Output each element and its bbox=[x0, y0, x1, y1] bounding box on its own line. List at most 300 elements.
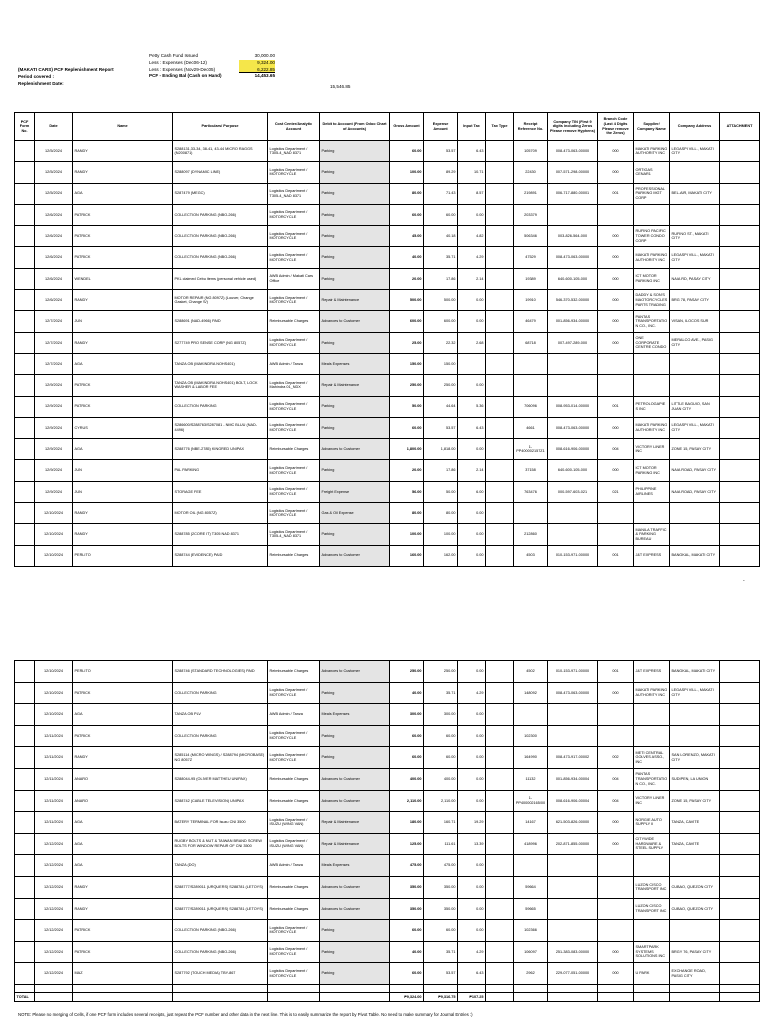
column-header: Debit to Account (From Odoo Chart of Accounts) bbox=[320, 113, 390, 141]
table-cell: 100.00 bbox=[424, 524, 458, 545]
table-cell: 12/10/2024 bbox=[35, 682, 73, 704]
table-cell: 12/6/2024 bbox=[35, 247, 73, 268]
table-cell: Parking bbox=[320, 682, 390, 704]
table-cell bbox=[486, 661, 514, 683]
table-cell bbox=[514, 855, 548, 877]
table-cell: MAKATI PARKING AUTHORITY INC bbox=[634, 141, 670, 162]
table-cell: Advances to Customer bbox=[320, 439, 390, 460]
table-cell: 000 bbox=[598, 141, 634, 162]
table-cell: Parking bbox=[320, 396, 390, 417]
table-cell bbox=[15, 183, 35, 204]
table-row bbox=[15, 768, 760, 790]
table-cell: 164990 bbox=[514, 747, 548, 769]
table-cell: Logistics Department / MOTORCYCLE bbox=[268, 162, 320, 183]
table-cell bbox=[548, 524, 598, 545]
table-cell: BEL-AIR, MAKATI CITY bbox=[670, 183, 720, 204]
table-cell bbox=[15, 682, 35, 704]
table-cell bbox=[598, 876, 634, 898]
table-cell bbox=[486, 417, 514, 438]
table-cell: Reimbursable Charges bbox=[268, 545, 320, 566]
table-cell bbox=[634, 855, 670, 877]
column-header: Gross Amount bbox=[390, 113, 424, 141]
table-cell bbox=[548, 375, 598, 396]
table-cell: MAKATI PARKING AUTHORITY INC bbox=[634, 247, 670, 268]
table-cell: 350.00 bbox=[424, 898, 458, 920]
table-cell: 250.00 bbox=[424, 375, 458, 396]
table-cell bbox=[514, 375, 548, 396]
table-cell: METI CENTRAL GOLVES ASSO., INC bbox=[634, 747, 670, 769]
table-cell: 300.00 bbox=[390, 704, 424, 726]
table-cell bbox=[458, 353, 486, 374]
table-cell bbox=[390, 984, 424, 992]
table-cell: 12/10/2024 bbox=[35, 661, 73, 683]
table-row bbox=[15, 812, 760, 834]
table-row bbox=[15, 439, 760, 460]
table-cell: 12/9/2024 bbox=[35, 481, 73, 502]
table-row bbox=[15, 247, 760, 268]
table-cell: Advances to Customer bbox=[320, 661, 390, 683]
table-row bbox=[15, 545, 760, 566]
table-cell bbox=[486, 984, 514, 992]
table-cell: 0.00 bbox=[458, 661, 486, 683]
table-cell: 59664 bbox=[514, 876, 548, 898]
table-cell: RANDY bbox=[73, 747, 173, 769]
table-cell bbox=[15, 247, 35, 268]
table-cell: RUFINO ST., MAKATI CITY bbox=[670, 226, 720, 247]
table-cell: Reimbursable Charges bbox=[268, 439, 320, 460]
table-cell: ANARO bbox=[73, 790, 173, 812]
table-cell bbox=[486, 768, 514, 790]
table-cell: Logistics Department / MOTORCYCLE bbox=[268, 417, 320, 438]
table-cell bbox=[720, 898, 760, 920]
table-cell bbox=[548, 725, 598, 747]
table-cell: COLLECTION PARKING bbox=[173, 725, 268, 747]
table-cell: 12/9/2024 bbox=[35, 375, 73, 396]
table-cell: 400.00 bbox=[424, 768, 458, 790]
table-cell: Logistics Department / T305-4_NAD 8371 bbox=[268, 524, 320, 545]
table-cell bbox=[634, 503, 670, 524]
table-cell bbox=[720, 855, 760, 877]
table-cell: Logistics Department / MOTORCYCLE bbox=[268, 920, 320, 942]
table-cell: STORAGE FEE bbox=[173, 481, 268, 502]
total-label: TOTAL bbox=[15, 992, 35, 1001]
table-cell: S277749 PRO SENSE CORP (NG 8057Z) bbox=[173, 332, 268, 353]
table-cell bbox=[15, 268, 35, 289]
table-cell bbox=[486, 332, 514, 353]
table-cell bbox=[598, 704, 634, 726]
table-cell: 0.00 bbox=[458, 855, 486, 877]
table-cell bbox=[598, 725, 634, 747]
table-cell bbox=[670, 855, 720, 877]
table-cell bbox=[720, 290, 760, 311]
table-cell bbox=[720, 661, 760, 683]
table-cell: COLLECTION PARKING (NBO-266) bbox=[173, 941, 268, 963]
table-cell: 12/10/2024 bbox=[35, 545, 73, 566]
table-cell: J&T EXPRESS bbox=[634, 545, 670, 566]
table-cell: Gas & Oil Expense bbox=[320, 503, 390, 524]
table-row bbox=[15, 503, 760, 524]
table-cell: Reimbursable Charges bbox=[268, 311, 320, 332]
table-cell: 12/12/2024 bbox=[35, 963, 73, 985]
table-cell: 0.00 bbox=[458, 876, 486, 898]
table-cell: 148092 bbox=[514, 682, 548, 704]
table-cell bbox=[486, 725, 514, 747]
table-cell: 008-473-063-00000 bbox=[548, 417, 598, 438]
table-cell: 12/7/2024 bbox=[35, 332, 73, 353]
table-cell bbox=[514, 984, 548, 992]
table-cell: 12/10/2024 bbox=[35, 524, 73, 545]
table-cell bbox=[598, 503, 634, 524]
table-cell: 12/7/2024 bbox=[35, 311, 73, 332]
table-cell: 160.71 bbox=[424, 812, 458, 834]
table-cell: Logistics Department / MOTORCYCLE bbox=[268, 460, 320, 481]
table-cell: 2,110.00 bbox=[390, 790, 424, 812]
table-cell: S288746 (STANDARD TECHNOLOGIES) PAID bbox=[173, 661, 268, 683]
table-cell: 13.39 bbox=[458, 833, 486, 855]
table-cell: Parking bbox=[320, 141, 390, 162]
table-cell: COLLECTION PARKING bbox=[173, 682, 268, 704]
table-cell: Logistics Department / MOTORCYCLE bbox=[268, 204, 320, 225]
table-cell: 640-600-105-000 bbox=[548, 268, 598, 289]
table-cell: S288776 (NBE-2785) KINGRED UNIPAX bbox=[173, 439, 268, 460]
table-cell: 22.32 bbox=[424, 332, 458, 353]
table-cell: Reimbursable Charges bbox=[268, 790, 320, 812]
table-cell bbox=[15, 311, 35, 332]
table-row bbox=[15, 876, 760, 898]
table-cell: AWB Admin / Tanza bbox=[268, 855, 320, 877]
table-cell: 000 bbox=[598, 833, 634, 855]
table-cell: 37158 bbox=[514, 460, 548, 481]
table-cell: Logistics Department / ISUZU (WING VAN) bbox=[268, 812, 320, 834]
table-cell: 000-597-603-021 bbox=[548, 481, 598, 502]
column-header: Receipt Reference No. bbox=[514, 113, 548, 141]
table-cell bbox=[15, 141, 35, 162]
table-cell: BANGKAL, MAKATI CITY bbox=[670, 661, 720, 683]
table-cell bbox=[670, 162, 720, 183]
table-cell: PATRICK bbox=[73, 396, 173, 417]
table-cell: 19.29 bbox=[458, 812, 486, 834]
table-cell: MAKATI PARKING AUTHORITY INC bbox=[634, 682, 670, 704]
table-cell: 6.43 bbox=[458, 417, 486, 438]
table-cell: 12/12/2024 bbox=[35, 898, 73, 920]
table-cell: 6.43 bbox=[458, 141, 486, 162]
column-header: Name bbox=[73, 113, 173, 141]
table-cell: 500.00 bbox=[390, 290, 424, 311]
table-cell bbox=[720, 183, 760, 204]
table-cell: S288785 (2CORE IT) T305 NAD 8371 bbox=[173, 524, 268, 545]
table-cell: 12/5/2024 bbox=[35, 183, 73, 204]
table-cell: 12/10/2024 bbox=[35, 704, 73, 726]
table-cell bbox=[15, 920, 35, 942]
table-cell bbox=[458, 984, 486, 992]
table-cell: Meals Expenses bbox=[320, 704, 390, 726]
table-cell: 021 bbox=[598, 481, 634, 502]
table-cell: LITTLE BAGUIO, SAN JUAN CITY bbox=[670, 396, 720, 417]
table-cell bbox=[15, 226, 35, 247]
table-cell: Parking bbox=[320, 417, 390, 438]
table-cell: 60.00 bbox=[390, 920, 424, 942]
table-cell: CYRUS bbox=[73, 417, 173, 438]
table-cell: 12/5/2024 bbox=[35, 162, 73, 183]
report-title-block bbox=[18, 67, 114, 87]
table-cell: 60.00 bbox=[390, 141, 424, 162]
table-cell: VICTORY LINER INC bbox=[634, 439, 670, 460]
table-cell bbox=[634, 984, 670, 992]
table-row bbox=[15, 226, 760, 247]
table-cell: 68718 bbox=[514, 332, 548, 353]
table-cell bbox=[15, 898, 35, 920]
table-cell: 4.82 bbox=[458, 226, 486, 247]
table-cell: AWB Admin / Tanza bbox=[268, 704, 320, 726]
table-cell bbox=[670, 725, 720, 747]
table-cell bbox=[486, 704, 514, 726]
table-cell bbox=[15, 290, 35, 311]
table-cell: Parking bbox=[320, 162, 390, 183]
table-cell bbox=[720, 204, 760, 225]
table-cell: 546-370-532-00000 bbox=[548, 290, 598, 311]
table-cell bbox=[720, 963, 760, 985]
table-cell bbox=[720, 247, 760, 268]
table-cell bbox=[720, 725, 760, 747]
table-cell: TANZA OB (MAKINDRA NOHS401) BOLT, LOCK WASHER & LABOR FEE bbox=[173, 375, 268, 396]
table-cell bbox=[486, 920, 514, 942]
table-cell: RANDY bbox=[73, 332, 173, 353]
table-cell: 60.00 bbox=[424, 747, 458, 769]
period-covered-label: Period covered : bbox=[18, 73, 54, 79]
table-cell: 2.14 bbox=[458, 460, 486, 481]
table-cell: MAZ bbox=[73, 963, 173, 985]
table-cell: Logistics Department / MOTORCYCLE bbox=[268, 503, 320, 524]
table-cell: ANARO bbox=[73, 768, 173, 790]
column-header: Company Address bbox=[670, 113, 720, 141]
table-cell: COLLECTION PARKING bbox=[173, 396, 268, 417]
table-cell: 000 bbox=[598, 247, 634, 268]
table-cell: 40.18 bbox=[424, 226, 458, 247]
blank-row bbox=[15, 984, 760, 992]
table-cell bbox=[424, 984, 458, 992]
table-cell: 60.00 bbox=[390, 963, 424, 985]
table-row bbox=[15, 141, 760, 162]
table-cell bbox=[720, 226, 760, 247]
table-cell bbox=[486, 204, 514, 225]
table-cell: 6.43 bbox=[458, 963, 486, 985]
table-cell: Logistics Department / MOTORCYCLE bbox=[268, 481, 320, 502]
table-cell bbox=[598, 920, 634, 942]
table-cell: 621-503-826-00000 bbox=[548, 812, 598, 834]
table-cell bbox=[35, 984, 73, 992]
table-cell bbox=[720, 524, 760, 545]
table-cell: Advances to Customer bbox=[320, 790, 390, 812]
report-title: (MAKATI CARS) PCF Replenishment Report bbox=[18, 67, 114, 72]
table-cell: PATRICK bbox=[73, 682, 173, 704]
table-cell: 12/10/2024 bbox=[35, 503, 73, 524]
column-header: Particulars/ Purpose bbox=[173, 113, 268, 141]
table-cell bbox=[486, 226, 514, 247]
table-cell: CUBAO, QUEZON CITY bbox=[670, 876, 720, 898]
table-cell: 12/6/2024 bbox=[35, 268, 73, 289]
table-cell bbox=[486, 941, 514, 963]
table-cell: 001-856-934-00000 bbox=[548, 311, 598, 332]
table-cell: AGA bbox=[73, 704, 173, 726]
table-cell: 4.29 bbox=[458, 247, 486, 268]
summary-row-fund-issued: Petty Cash Fund Issued 30,000.00 bbox=[149, 53, 275, 58]
table-cell: 000 bbox=[598, 162, 634, 183]
table-cell bbox=[73, 984, 173, 992]
table-cell bbox=[15, 855, 35, 877]
table-cell: 40.00 bbox=[390, 941, 424, 963]
table-cell bbox=[15, 545, 35, 566]
table-cell bbox=[720, 682, 760, 704]
table-cell bbox=[15, 833, 35, 855]
table-cell: 500.00 bbox=[424, 290, 458, 311]
table-cell: Parking bbox=[320, 332, 390, 353]
table-cell bbox=[15, 162, 35, 183]
table-cell: TANZA (DO) bbox=[173, 855, 268, 877]
table-cell: 001 bbox=[598, 661, 634, 683]
table-cell bbox=[15, 353, 35, 374]
table-cell bbox=[486, 833, 514, 855]
table-row bbox=[15, 268, 760, 289]
table-cell: 45.00 bbox=[390, 226, 424, 247]
table-cell: ICT MOTOR PARKING INC bbox=[634, 460, 670, 481]
table-cell: 250.00 bbox=[424, 661, 458, 683]
summary-row-expenses-nov: Less : Expenses (Nov29-Dec05) 6,222.85 bbox=[149, 66, 275, 72]
table-cell: LEGASPI VILL., MAKATI CITY bbox=[670, 247, 720, 268]
table-cell bbox=[720, 704, 760, 726]
table-cell bbox=[15, 984, 35, 992]
table-cell: ZONE 15, PASAY CITY bbox=[670, 790, 720, 812]
table-cell: Advances to Customer bbox=[320, 545, 390, 566]
table-cell: 44.64 bbox=[424, 396, 458, 417]
table-cell bbox=[720, 984, 760, 992]
table-cell: COLLECTION PARKING (NBO-266) bbox=[173, 920, 268, 942]
table-cell bbox=[486, 898, 514, 920]
table-cell bbox=[15, 812, 35, 834]
summary-row-ending-balance: PCF - Ending Bal (Cash on Hand) 14,453.65 bbox=[149, 73, 275, 79]
table-cell: 12/12/2024 bbox=[35, 876, 73, 898]
table-cell: 2962 bbox=[514, 963, 548, 985]
table-cell: 007-571-298-00000 bbox=[548, 162, 598, 183]
table-cell: Parking bbox=[320, 204, 390, 225]
table-cell: 53.57 bbox=[424, 417, 458, 438]
table-cell bbox=[598, 855, 634, 877]
table-cell: 706096 bbox=[514, 396, 548, 417]
table-cell bbox=[634, 920, 670, 942]
table-cell: J&T EXPRESS bbox=[634, 661, 670, 683]
table-cell: JUN bbox=[73, 311, 173, 332]
table-cell: LEGASPI VILL., MAKATI CITY bbox=[670, 141, 720, 162]
table-cell bbox=[670, 503, 720, 524]
table-cell: 506346 bbox=[514, 226, 548, 247]
table-cell: 008-616-906-00004 bbox=[548, 790, 598, 812]
table-cell: 17.86 bbox=[424, 460, 458, 481]
table-row bbox=[15, 396, 760, 417]
table-row bbox=[15, 353, 760, 374]
table-cell bbox=[15, 768, 35, 790]
table-cell bbox=[486, 545, 514, 566]
table-cell: PERLITO bbox=[73, 545, 173, 566]
table-cell: 12/9/2024 bbox=[35, 396, 73, 417]
table-cell: Logistics Department / T305-4_NAD 8371 bbox=[268, 141, 320, 162]
table-cell bbox=[720, 332, 760, 353]
table-cell bbox=[486, 375, 514, 396]
table-cell bbox=[486, 682, 514, 704]
table-cell bbox=[548, 855, 598, 877]
table-row bbox=[15, 460, 760, 481]
table-cell: 0.00 bbox=[458, 898, 486, 920]
table-cell: 111.61 bbox=[424, 833, 458, 855]
table-cell bbox=[670, 204, 720, 225]
table-cell: 0.00 bbox=[458, 747, 486, 769]
table-cell: 25.00 bbox=[390, 332, 424, 353]
table-cell: 300.00 bbox=[424, 704, 458, 726]
table-cell: 004 bbox=[598, 790, 634, 812]
column-header: Expense Amount bbox=[424, 113, 458, 141]
table-cell: 001 bbox=[598, 183, 634, 204]
table-cell: 12/9/2024 bbox=[35, 417, 73, 438]
total-input-tax: ₱107.25 bbox=[458, 992, 486, 1001]
table-cell: 203379 bbox=[514, 204, 548, 225]
table-cell: 600.00 bbox=[424, 311, 458, 332]
table-cell: 12/11/2024 bbox=[35, 790, 73, 812]
table-cell: 80.00 bbox=[390, 183, 424, 204]
table-cell: 89.29 bbox=[424, 162, 458, 183]
table-cell: CITYWIDE HARDWARE & STEEL SUPPLY bbox=[634, 833, 670, 855]
table-cell bbox=[720, 747, 760, 769]
table-cell: NAIA RD, PASAY CITY bbox=[670, 268, 720, 289]
table-cell bbox=[320, 984, 390, 992]
table-cell: 60.00 bbox=[390, 204, 424, 225]
table-cell: Advances to Customer bbox=[320, 768, 390, 790]
table-cell: 000 bbox=[598, 268, 634, 289]
table-cell: 006-717-880-00001 bbox=[548, 183, 598, 204]
table-cell: MOTOR OIL (NG 8057Z) bbox=[173, 503, 268, 524]
table-cell: RANDY bbox=[73, 162, 173, 183]
table-cell: RANDY bbox=[73, 898, 173, 920]
table-cell: 53.57 bbox=[424, 141, 458, 162]
table-cell: 60.00 bbox=[424, 920, 458, 942]
table-cell: TANZA OB (MAKINDRA NOHS401) bbox=[173, 353, 268, 374]
table-cell: 0.00 bbox=[458, 311, 486, 332]
table-cell: 001 bbox=[598, 545, 634, 566]
table-cell bbox=[486, 524, 514, 545]
table-cell bbox=[486, 790, 514, 812]
table-cell bbox=[720, 833, 760, 855]
table-cell bbox=[720, 460, 760, 481]
table-cell: 100.00 bbox=[390, 524, 424, 545]
table-cell: Parking bbox=[320, 725, 390, 747]
table-cell bbox=[35, 992, 73, 1001]
table-cell: PATRICK bbox=[73, 920, 173, 942]
table-cell: S288131,33-34, 38-41, 43-44 MICRO RAGGS (N200871) bbox=[173, 141, 268, 162]
table-cell: Repair & Maintenance bbox=[320, 375, 390, 396]
table-cell bbox=[15, 503, 35, 524]
table-cell bbox=[15, 204, 35, 225]
table-cell: Advances to Customer bbox=[320, 311, 390, 332]
table-cell bbox=[720, 141, 760, 162]
table-cell bbox=[598, 984, 634, 992]
table-cell bbox=[15, 747, 35, 769]
table-cell: 8.57 bbox=[458, 183, 486, 204]
table-cell: 0.00 bbox=[458, 204, 486, 225]
table-cell: 12/12/2024 bbox=[35, 855, 73, 877]
table-cell bbox=[670, 992, 720, 1001]
table-cell: 0.00 bbox=[458, 704, 486, 726]
table-cell: Parking bbox=[320, 747, 390, 769]
table-cell: RANDY bbox=[73, 876, 173, 898]
table-cell: Parking bbox=[320, 460, 390, 481]
table-cell: 250.00 bbox=[390, 375, 424, 396]
